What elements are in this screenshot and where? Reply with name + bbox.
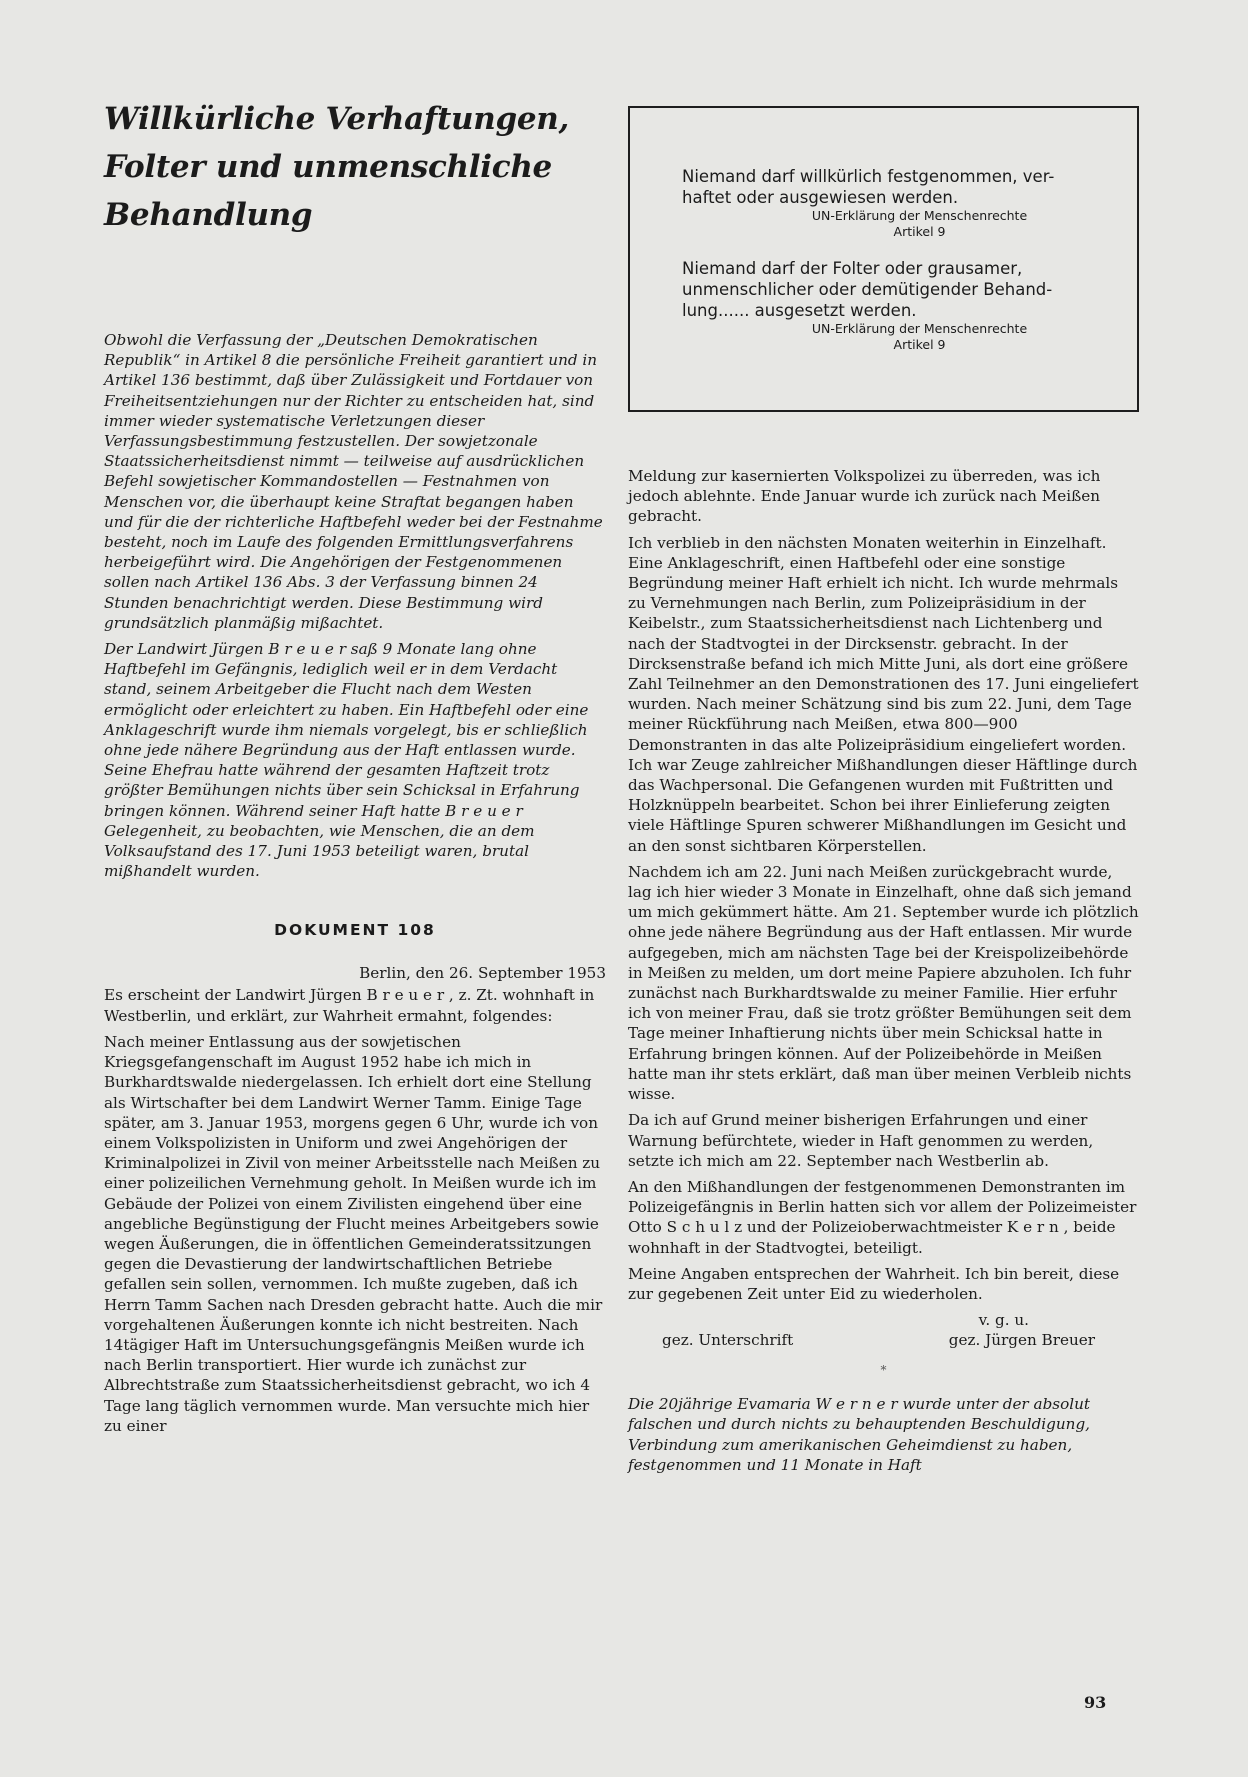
right-column bbox=[628, 466, 1139, 1481]
case-summary: Der Landwirt Jürgen B r e u e r saß 9 Monate lang ohne Haftbefehl im Gefängnis, lediglich weil er in dem Verdacht stand, seinem Arbeitgeber die Flucht nach dem Westen ermöglicht oder erleichtert zu haben. Ein Haftbefehl oder eine Anklageschrift wurde ihm niemals vorgelegt, bis er schließlich ohne jede nähere Begründung aus der Haft entlassen wurde. Seine Ehefrau hatte während der gesamten Haftzeit trotz größter Bemühungen nichts über sein Schicksal in Erfahrung bringen können. Während seiner Haft hatte B r e u e r Gelegenheit, zu beobachten, wie Menschen, die an dem Volksaufstand des 17. Juni 1953 beteiligt waren, brutal mißhandelt wurden. bbox=[104, 640, 589, 881]
page-title bbox=[104, 95, 574, 239]
testimony-paragraph: Meine Angaben entsprechen der Wahrheit. Ich bin bereit, diese zur gegebenen Zeit unter Eid zu wiederholen. bbox=[628, 1264, 1120, 1303]
quote-box bbox=[628, 106, 1139, 412]
quote-1-source-line-1: UN-Erklärung der Menschenrechte bbox=[811, 208, 1028, 223]
testimony-paragraph: Da ich auf Grund meiner bisherigen Erfahrungen und einer Warnung befürchtete, wieder in Haft genommen zu werden, setzte ich mich am 22. September nach Westberlin ab. bbox=[628, 1111, 1094, 1170]
quote-2-line-1: Niemand darf der Folter oder grausamer, bbox=[682, 259, 1023, 278]
title-line-1: Willkürliche Verhaftungen, bbox=[104, 101, 569, 137]
dateline: Berlin, den 26. September 1953 bbox=[359, 964, 606, 983]
quote-1-line-1: Niemand darf willkürlich festgenommen, ver- bbox=[682, 167, 1055, 186]
quote-1-source-line-2: Artikel 9 bbox=[893, 224, 946, 239]
quote-1 bbox=[682, 166, 1087, 240]
testimony-paragraph: Meldung zur kasernierten Volkspolizei zu überreden, was ich jedoch ablehnte. Ende Januar wurde ich zurück nach Meißen gebracht. bbox=[628, 467, 1101, 526]
quote-1-line-2: haftet oder ausgewiesen werden. bbox=[682, 188, 959, 207]
vgu-mark: v. g. u. bbox=[978, 1311, 1029, 1330]
testimony-paragraph: Nach meiner Entlassung aus der sowjetischen Kriegsgefangenschaft im August 1952 habe ich mich in Burkhardtswalde niedergelassen. Ich erhielt dort eine Stellung als Wirtschafter bei dem Landwirt Werner Tamm. Einige Tage später, am 3. Januar 1953, morgens gegen 6 Uhr, wurde ich von einem Volkspolizisten in Uniform und zwei Angehörigen der Kriminalpolizei in Zivil von meiner Arbeitsstelle nach Meißen zu einer polizeilichen Vernehmung geholt. In Meißen wurde ich im Gebäude der Polizei von einem Zivilisten eingehend über eine angebliche Begünstigung der Flucht meines Arbeitgebers sowie wegen Äußerungen, die in öffentlichen Gemeinderatssitzungen gegen die Devastierung der landwirtschaftlichen Betriebe gefallen sein sollen, vernommen. Ich mußte zugeben, daß ich Herrn Tamm Sachen nach Dresden gebracht hatte. Auch die mir vorgehaltenen Äußerungen konnte ich nicht bestreiten. Nach 14tägiger Haft im Untersuchungsgefängnis Meißen wurde ich nach Berlin transportiert. Hier wurde ich zunächst zur Albrechtstraße zum Staatssicherheitsdienst gebracht, wo ich 4 Tage lang täglich vernommen wurde. Man versuchte mich hier zu einer bbox=[104, 1032, 603, 1435]
quote-2 bbox=[682, 258, 1087, 353]
testimony-paragraph: Nachdem ich am 22. Juni nach Meißen zurückgebracht wurde, lag ich hier wieder 3 Monate in Einzelhaft, ohne daß sich jemand um mich gekümmert hätte. Am 21. September wurde ich plötzlich ohne jede nähere Begründung aus der Haft entlassen. Mir wurde aufgegeben, mich am nächsten Tage bei der Kreispolizeibehörde in Meißen zu melden, um dort meine Papiere abzuholen. Ich fuhr zunächst nach Burkhardtswalde zu meiner Familie. Hier erfuhr ich von meiner Frau, daß sie trotz größter Bemühungen seit dem Tage meiner Inhaftierung nichts über mein Schicksal hatte in Erfahrung bringen können. Auf der Polizeibehörde in Meißen hatte man ihr stets erklärt, daß man über meinen Verbleib nichts wisse. bbox=[628, 862, 1139, 1104]
testimony-paragraph: Ich verblieb in den nächsten Monaten weiterhin in Einzelhaft. Eine Anklageschrift, einen Haftbefehl oder eine sonstige Begründung meiner Haft erhielt ich nicht. Ich wurde mehrmals zu Vernehmungen nach Berlin, zum Polizeipräsidium in der Keibelstr., zum Staatssicherheitsdienst nach Lichtenberg und nach der Stadtvogtei in der Dircksenstr. gebracht. In der Dircksenstraße befand ich mich Mitte Juni, als dort eine größere Zahl Teilnehmer an den Demonstrationen des 17. Juni eingeliefert wurden. Nach meiner Schätzung sind bis zum 22. Juni, dem Tage meiner Rückführung nach Meißen, etwa 800—900 Demonstranten in das alte Polizeipräsidium eingeliefert worden. Ich war Zeuge zahlreicher Mißhandlungen dieser Häftlinge durch das Wachpersonal. Die Gefangenen wurden mit Fußtritten und Holzknüppeln bearbeitet. Schon bei ihrer Einlieferung zeigten viele Häftlinge Spuren schwerer Mißhandlungen im Gesicht und an den sonst sichtbaren Körperstellen. bbox=[628, 533, 1139, 855]
closing-italic-paragraph: Die 20jährige Evamaria W e r n e r wurde unter der absolut falschen und durch nichts zu behauptenden Beschuldigung, Verbindung zum amerikanischen Geheimdienst zu haben, festgenommen und 11 Monate in Haft bbox=[628, 1395, 1090, 1474]
left-column bbox=[104, 330, 606, 1442]
title-line-3: Behandlung bbox=[104, 197, 313, 233]
testimony-paragraph: An den Mißhandlungen der festgenommenen Demonstranten im Polizeigefängnis in Berlin hatten sich vor allem der Polizeimeister Otto S c h u l z und der Polizeioberwachtmeister K e r n , beide wohnhaft in der Stadtvogtei, beteiligt. bbox=[628, 1177, 1137, 1257]
quote-2-line-2: unmenschlicher oder demütigender Behand- bbox=[682, 280, 1053, 299]
testimony-paragraph: Es erscheint der Landwirt Jürgen B r e u e r , z. Zt. wohnhaft in Westberlin, und erklärt, zur Wahrheit ermahnt, folgendes: bbox=[104, 986, 595, 1025]
signature-left: gez. Unterschrift bbox=[662, 1331, 794, 1350]
title-line-2: Folter und unmenschliche bbox=[104, 149, 552, 185]
intro-paragraph: Obwohl die Verfassung der „Deutschen Demokratischen Republik“ in Artikel 8 die persönliche Freiheit garantiert und in Artikel 136 bestimmt, daß über Zulässigkeit und Fortdauer von Freiheitsentziehungen nur der Richter zu entscheiden hat, sind immer wieder systematische Verletzungen dieser Verfassungsbestimmung festzustellen. Der sowjetzonale Staatssicherheitsdienst nimmt — teilweise auf ausdrücklichen Befehl sowjetischer Kommandostellen — Festnahmen von Menschen vor, die überhaupt keine Straftat begangen haben und für die der richterliche Haftbefehl weder bei der Festnahme besteht, noch im Laufe des folgenden Ermittlungsverfahrens herbeigeführt wird. Die Angehörigen der Festgenommenen sollen nach Artikel 136 Abs. 3 der Verfassung binnen 24 Stunden benachrichtigt werden. Diese Bestimmung wird grundsätzlich planmäßig mißachtet. bbox=[104, 331, 603, 632]
quote-2-source-line-1: UN-Erklärung der Menschenrechte bbox=[811, 321, 1028, 336]
document-heading: DOKUMENT 108 bbox=[274, 921, 436, 940]
page-number: 93 bbox=[1084, 1693, 1107, 1712]
quote-2-source-line-2: Artikel 9 bbox=[893, 337, 946, 352]
signature-right: gez. Jürgen Breuer bbox=[948, 1331, 1095, 1350]
separator-asterisk: * bbox=[880, 1363, 887, 1378]
quote-2-line-3: lung...... ausgesetzt werden. bbox=[682, 301, 917, 320]
signature-line bbox=[628, 1330, 1139, 1350]
